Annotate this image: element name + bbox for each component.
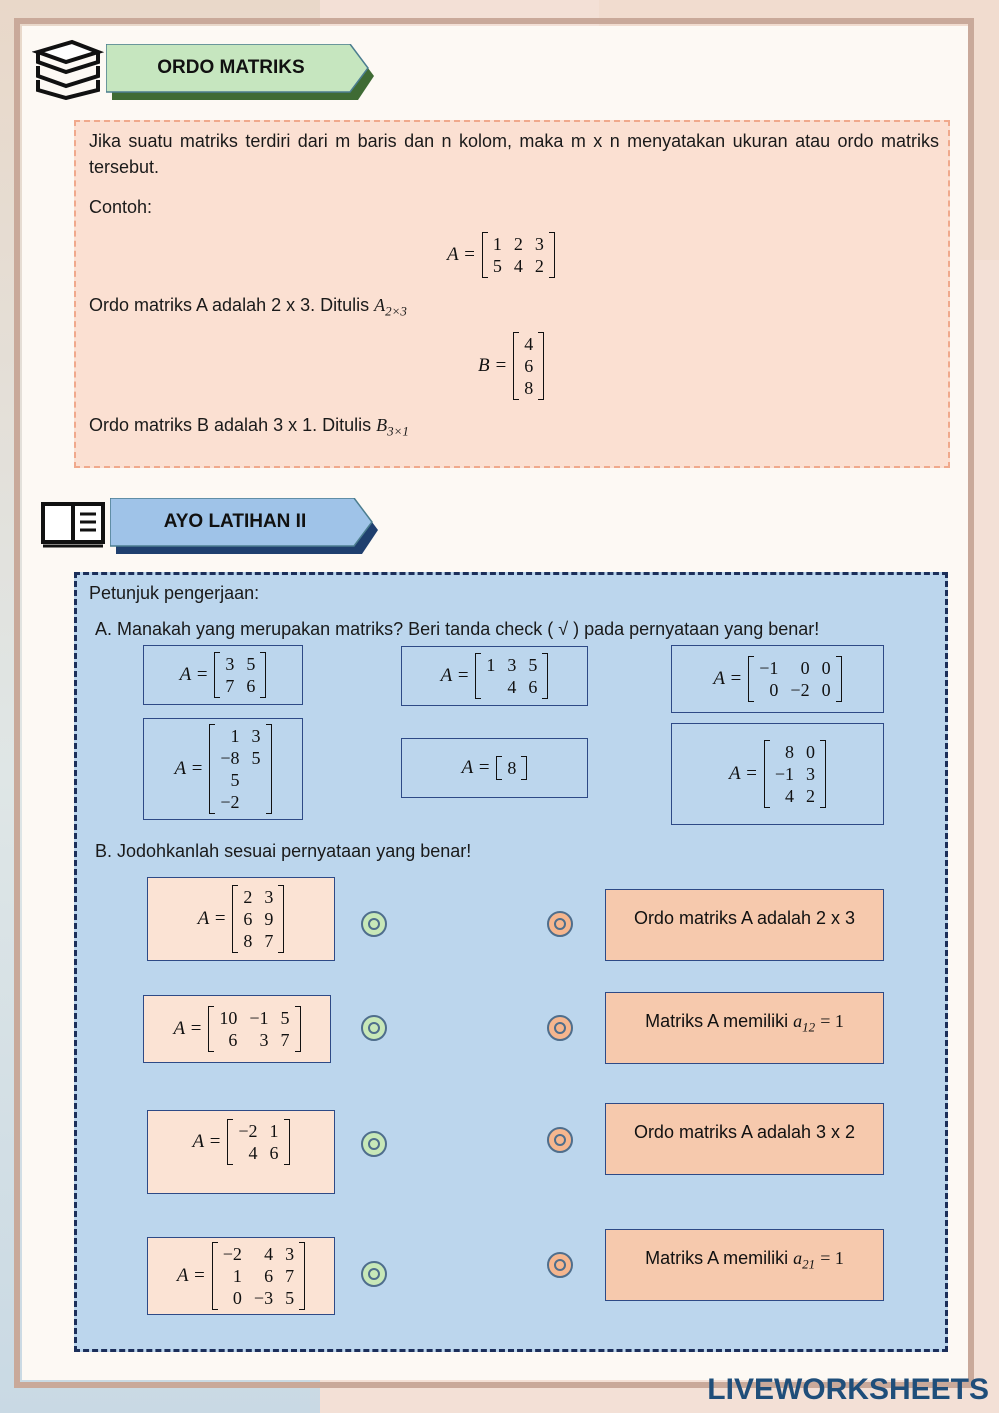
- part-b-left-4-matrix: [212, 1242, 305, 1310]
- part-a-option-3-cell: 0: [800, 658, 810, 678]
- matrix-a-grid: [482, 232, 555, 278]
- part-b-left-3-equation: [193, 1119, 290, 1165]
- match-dot-right-2[interactable]: [547, 1015, 573, 1041]
- instructions-label: Petunjuk pengerjaan:: [89, 583, 260, 603]
- part-a-option-6-cell: −1: [774, 764, 794, 784]
- open-book-icon: [40, 500, 106, 550]
- match-dot-left-3[interactable]: [361, 1131, 387, 1157]
- part-b-left-2-cell: 6: [228, 1030, 238, 1050]
- part-a-option-1-cell: 5: [246, 654, 256, 674]
- part-a-option-5-cell: 8: [507, 758, 517, 778]
- part-a-option-6[interactable]: [671, 723, 884, 825]
- part-a-option-4-cell: [246, 791, 267, 813]
- part-a-option-4-cell: [246, 769, 267, 791]
- ordo-a-text: Ordo matriks A adalah 2 x 3. Ditulis: [89, 295, 370, 315]
- part-b-left-4-name: A =: [176, 1265, 206, 1286]
- matrix-a-cell: 5: [492, 256, 502, 276]
- part-b-left-1-name: A =: [197, 908, 227, 929]
- part-b-left-3-name: A =: [192, 1131, 222, 1152]
- part-a-option-5-matrix: [496, 756, 527, 780]
- match-dot-left-1[interactable]: [361, 911, 387, 937]
- ordo-a-symbol: A: [374, 295, 386, 315]
- part-b-right-3: [605, 1103, 884, 1175]
- matrix-a-cell: 4: [513, 256, 523, 276]
- part-a-option-3-cell: −1: [759, 658, 779, 678]
- match-dot-right-4[interactable]: [547, 1252, 573, 1278]
- part-a-option-1-cell: 7: [225, 676, 235, 696]
- part-b-left-1-cell: 8: [243, 931, 253, 951]
- part-a-option-1-cell: 3: [225, 654, 235, 674]
- part-b-question: B. Jodohkanlah sesuai pernyataan yang benar!: [95, 841, 472, 861]
- match-dot-right-1[interactable]: [547, 911, 573, 937]
- part-b-left-3-cell: 4: [248, 1143, 258, 1163]
- part-a-option-6-cell: 4: [785, 786, 794, 806]
- part-b-left-4-cell: −3: [253, 1288, 274, 1308]
- part-a-option-3-cell: 0: [821, 658, 831, 678]
- example-label: Contoh:: [89, 197, 153, 217]
- part-a-option-6-equation: [729, 740, 826, 808]
- section-title-ribbon-latihan: [110, 498, 378, 546]
- part-b-right-4-sub: 21: [802, 1256, 816, 1272]
- part-b-left-1-cell: 6: [243, 909, 253, 929]
- match-dot-left-2[interactable]: [361, 1015, 387, 1041]
- part-a-option-4-cell: 5: [251, 748, 261, 768]
- part-a-option-3-cell: 0: [769, 680, 779, 700]
- part-b-left-3-cell: 6: [269, 1143, 279, 1163]
- ordo-b-subscript: 3×1: [387, 423, 409, 439]
- liveworksheets-logo[interactable]: LIVEWORKSHEETS: [707, 1373, 989, 1406]
- part-b-left-2: [143, 995, 331, 1063]
- part-b-right-2: [605, 992, 884, 1064]
- part-b-right-4: [605, 1229, 884, 1301]
- part-b-left-3-matrix: [227, 1119, 289, 1165]
- part-b-left-4-cell: 5: [285, 1288, 295, 1308]
- part-b-left-2-equation: [174, 1006, 301, 1052]
- part-b-right-2-sub: 12: [802, 1019, 816, 1035]
- part-a-option-4[interactable]: [143, 718, 303, 820]
- matrix-b-cell: 4: [524, 334, 534, 354]
- part-a-option-6-cell: 8: [785, 742, 794, 762]
- part-a-option-2-name: A =: [440, 665, 470, 686]
- ordo-b-statement: [89, 412, 409, 445]
- part-b-right-1-text: Ordo matriks A adalah 2 x 3: [633, 908, 856, 928]
- part-b-right-4-text: Matriks A memiliki: [645, 1248, 789, 1268]
- part-a-option-2-equation: [441, 653, 549, 699]
- part-a-option-3-matrix: [748, 656, 841, 702]
- part-a-option-2-cell: 6: [528, 677, 538, 697]
- part-a-option-1-matrix: [214, 652, 266, 698]
- part-b-right-2-statement: [645, 1011, 844, 1036]
- intro-paragraph: Jika suatu matriks terdiri dari m baris dan n kolom, maka m x n menyatakan ukuran atau ordo matriks tersebut.: [89, 131, 939, 177]
- part-b-left-3-cell: 1: [269, 1121, 279, 1141]
- part-a-option-6-cell: 3: [806, 764, 815, 784]
- part-b-left-1-matrix: [232, 885, 284, 953]
- matrix-a-name: A =: [447, 244, 476, 265]
- section-title-ribbon-ordo: [106, 44, 374, 92]
- part-a-option-5[interactable]: [401, 738, 588, 798]
- part-a-option-2-cell: 4: [507, 677, 517, 697]
- ordo-b-symbol: B: [376, 415, 388, 435]
- part-a-option-1[interactable]: [143, 645, 303, 705]
- part-b-left-1-cell: 3: [264, 887, 274, 907]
- part-a-option-4-cell: −2: [220, 792, 240, 812]
- part-b-left-1-cell: 7: [264, 931, 274, 951]
- matrix-b-cell: 8: [524, 378, 534, 398]
- part-a-option-4-cell: 3: [251, 726, 261, 746]
- part-b-left-4-cell: 4: [264, 1244, 274, 1264]
- part-a-option-3-cell: 0: [821, 680, 831, 700]
- part-a-option-1-equation: [180, 652, 267, 698]
- part-b-right-4-symbol: a: [793, 1248, 803, 1268]
- match-dot-left-4[interactable]: [361, 1261, 387, 1287]
- match-dot-right-3[interactable]: [547, 1127, 573, 1153]
- books-icon: [32, 38, 104, 100]
- part-b-left-4: [147, 1237, 335, 1315]
- part-b-right-2-text: Matriks A memiliki: [645, 1011, 789, 1031]
- matrix-b-cell: 6: [524, 356, 534, 376]
- part-b-left-2-cell: 7: [280, 1030, 290, 1050]
- example-matrix-b: [478, 332, 544, 400]
- part-a-option-2-cell: [480, 676, 501, 698]
- part-b-left-1: [147, 877, 335, 961]
- part-a-option-6-name: A =: [729, 763, 758, 784]
- part-a-option-2-cell: 5: [528, 655, 538, 675]
- part-b-right-4-statement: [645, 1248, 844, 1273]
- part-a-option-2-cell: 1: [486, 655, 496, 675]
- example-matrix-a: [447, 232, 555, 278]
- section-title-latihan: AYO LATIHAN II: [163, 511, 307, 532]
- part-a-option-4-equation: [175, 724, 272, 814]
- part-a-option-3-equation: [713, 656, 841, 702]
- part-a-option-2-cell: 3: [507, 655, 517, 675]
- matrix-a-cell: 2: [513, 234, 523, 254]
- part-b-left-4-cell: 0: [232, 1288, 242, 1308]
- part-b-left-4-cell: 1: [232, 1266, 242, 1286]
- part-a-option-3[interactable]: [671, 645, 884, 713]
- part-b-left-3: [147, 1110, 335, 1194]
- part-b-left-4-equation: [177, 1242, 305, 1310]
- part-a-option-4-cell: 5: [230, 770, 240, 790]
- part-b-left-4-cell: 6: [264, 1266, 274, 1286]
- matrix-a-cell: 1: [492, 234, 502, 254]
- part-a-option-3-cell: −2: [790, 680, 810, 700]
- part-a-option-6-cell: 0: [806, 742, 815, 762]
- part-b-left-2-cell: 10: [219, 1008, 238, 1028]
- ordo-a-subscript: 2×3: [385, 303, 407, 319]
- matrix-b-grid: [513, 332, 544, 400]
- part-a-option-4-matrix: [209, 724, 271, 814]
- matrix-b-name: B =: [478, 355, 508, 376]
- part-a-option-5-name: A =: [461, 757, 491, 778]
- part-a-option-2-matrix: [475, 653, 548, 699]
- part-a-option-6-matrix: [764, 740, 826, 808]
- part-b-left-2-cell: 5: [280, 1008, 290, 1028]
- part-b-left-1-cell: 9: [264, 909, 274, 929]
- matrix-a-cell: 2: [534, 256, 544, 276]
- part-b-right-3-text: Ordo matriks A adalah 3 x 2: [633, 1122, 856, 1142]
- part-b-left-1-equation: [198, 885, 285, 953]
- part-b-left-2-cell: 3: [259, 1030, 269, 1050]
- part-b-left-1-cell: 2: [243, 887, 253, 907]
- part-a-option-1-name: A =: [179, 664, 209, 685]
- part-b-left-4-cell: 7: [285, 1266, 295, 1286]
- matrix-a-cell: 3: [534, 234, 544, 254]
- ordo-b-text: Ordo matriks B adalah 3 x 1. Ditulis: [89, 415, 372, 435]
- part-a-question: A. Manakah yang merupakan matriks? Beri tanda check ( √ ) pada pernyataan yang benar!: [95, 619, 820, 639]
- part-a-option-6-cell: 2: [806, 786, 815, 806]
- part-b-left-2-matrix: [208, 1006, 300, 1052]
- part-b-left-2-cell: −1: [249, 1008, 269, 1028]
- part-b-right-4-eq: = 1: [820, 1248, 844, 1268]
- part-a-option-4-name: A =: [174, 758, 204, 779]
- part-a-option-4-cell: −8: [220, 748, 240, 768]
- ordo-a-statement: [89, 292, 407, 325]
- part-b-right-2-eq: = 1: [820, 1011, 844, 1031]
- part-a-option-4-cell: 1: [230, 726, 240, 746]
- part-b-left-2-name: A =: [173, 1018, 203, 1039]
- section-title-ordo: ORDO MATRIKS: [157, 57, 305, 78]
- part-a-option-1-cell: 6: [246, 676, 256, 696]
- part-a-option-3-name: A =: [713, 668, 743, 689]
- part-a-option-2[interactable]: [401, 646, 588, 706]
- part-a-option-5-equation: [462, 756, 528, 780]
- part-b-left-3-cell: −2: [238, 1121, 258, 1141]
- part-b-right-1: [605, 889, 884, 961]
- part-b-left-4-cell: 3: [285, 1244, 295, 1264]
- part-b-right-2-symbol: a: [793, 1011, 803, 1031]
- part-b-left-4-cell: −2: [222, 1244, 242, 1264]
